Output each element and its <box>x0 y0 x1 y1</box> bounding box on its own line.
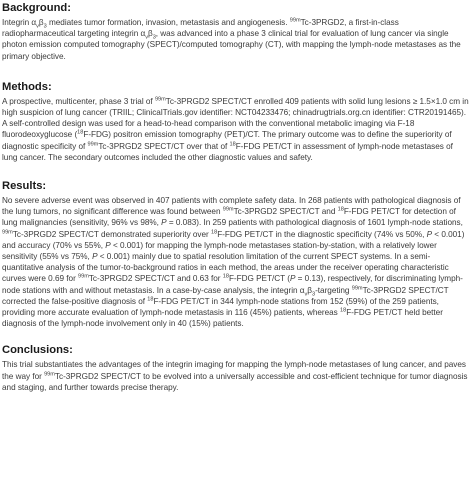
text-run: = 0.13), respectively, for discriminating lymph-node stations with and without metastasis. In a case-by-case analysis, the integrin α <box>2 274 463 295</box>
text-run: F-FDG PET/CT in assessment of lymph-node metastases of lung cancer. The secondary outcomes included the other diagnostic values and safety. <box>2 141 453 162</box>
italic-text: P <box>105 240 111 250</box>
superscript-text: 99m <box>87 140 99 147</box>
section-heading: Conclusions: <box>2 344 73 357</box>
subscript-text: 3 <box>152 34 156 41</box>
text-run: F-FDG PET/CT held better diagnosis of the lymph-node involvement only in 40 (15%) patients. <box>2 308 443 329</box>
section-heading: Background: <box>2 2 71 14</box>
superscript-text: 99m <box>154 96 166 103</box>
superscript-text: 18 <box>147 296 154 303</box>
section-methods <box>2 80 470 163</box>
text-run: Tc-3PRGD2 SPECT/CT demonstrated superiority over <box>12 229 211 239</box>
text-run: No severe adverse event was observed in 407 patients with complete safety data. In 268 patients with pathological diagnosis of the lung tumors, no significant difference was found between <box>2 196 461 217</box>
text-run: < 0.001) for mapping the lymph-node metastases station-by-station, with a relatively lower sensitivity (55% vs 75%, <box>2 240 437 262</box>
text-run: , was advanced into a phase 3 clinical trial for evaluation of lung cancer via single photon emission computed tomography (SPECT)/computed tomography (CT), with mapping the lymph-node metastases as the primary objective. <box>2 29 461 61</box>
text-run: β <box>147 29 153 39</box>
italic-text: P <box>426 229 433 239</box>
section-body <box>2 359 470 393</box>
superscript-text: 18 <box>211 228 218 235</box>
section-heading: Results: <box>2 180 47 193</box>
section-conclusions <box>2 343 470 393</box>
text-run: F-FDG PET/CT in the diagnostic specificity (74% vs 50%, <box>217 229 427 239</box>
section-results <box>2 179 470 329</box>
text-run: F-FDG) positron emission tomography (PET)/CT. The primary outcome was to define the superiority of diagnostic specificity of <box>2 130 452 151</box>
text-run: F-FDG PET/CT in 344 lymph-node stations from 152 (59%) of the 259 patients, providing more accurate evaluation of lymph-node metastasis in 116 (45%) patients, whereas <box>2 296 439 318</box>
superscript-text: 18 <box>337 206 344 213</box>
text-run: < 0.001) and accuracy (70% vs 55%, <box>2 229 465 250</box>
superscript-text: 18 <box>340 307 347 314</box>
text-run: Tc-3PRGD2, a first-in-class radiopharmaceutical targeting integrin α <box>2 18 399 39</box>
superscript-text: 99m <box>2 228 13 235</box>
superscript-text: 99m <box>222 206 234 213</box>
subscript-text: v <box>304 291 308 298</box>
text-run: = 0.083). In 259 patients with pathological diagnosis of 1601 lymph-node stations, <box>166 218 463 228</box>
superscript-text: 18 <box>77 129 84 136</box>
superscript-text: 99m <box>289 17 301 24</box>
section-body <box>2 195 470 329</box>
text-run: β <box>38 18 44 27</box>
italic-text: P <box>289 274 296 284</box>
text-run: A prospective, multicenter, phase 3 trial of <box>2 96 155 106</box>
subscript-text: 3 <box>43 23 47 30</box>
section-body <box>2 17 470 62</box>
subscript-text: v <box>36 23 39 30</box>
italic-text: P <box>161 218 167 228</box>
superscript-text: 99m <box>351 284 363 291</box>
superscript-text: 99m <box>44 370 55 377</box>
text-run: β <box>307 285 312 295</box>
text-run: Tc-3PRGD2 SPECT/CT over that of <box>98 141 230 151</box>
text-run: Tc-3PRGD2 SPECT/CT enrolled 409 patients with solid lung lesions ≥ 1.5×1.0 cm in high suspicion of lung cancer (TRIIL; ClinicalTrials.gov identifier: NCT04233476; chinadrugtrials.org.cn identifier: CTR20191465). A self-controlled design was used for a head-to-head comparison with the conventional metabolic imaging via F-18 fluorodeoxyglucose ( <box>2 96 469 140</box>
text-run: -targeting <box>315 285 352 295</box>
superscript-text: 18 <box>229 140 236 147</box>
superscript-text: 99m <box>78 273 89 280</box>
text-run: Tc-3PRGD2 SPECT/CT corrected the false-positive diagnosis of <box>2 285 449 306</box>
section-background <box>2 0 470 62</box>
text-run: Tc-3PRGD2 SPECT/CT to be evolved into a universally accessible and cost-efficient technique for tumor diagnosis and staging, and further towards precise therapy. <box>2 371 468 392</box>
text-run: Integrin α <box>2 18 37 27</box>
superscript-text: 18 <box>222 273 229 280</box>
section-heading: Methods: <box>2 80 52 93</box>
text-run: mediates tumor formation, invasion, metastasis and angiogenesis. <box>46 18 290 27</box>
text-run: F-FDG PET/CT for detection of lung malignancies (sensitivity, 96% vs 98%, <box>2 207 456 228</box>
text-run: This trial substantiates the advantages of the integrin imaging for mapping the lymph-node metastases of lung cancer, and paves the way for <box>2 360 466 381</box>
subscript-text: 3 <box>311 291 316 298</box>
subscript-text: v <box>145 34 148 41</box>
italic-text: P <box>92 252 98 262</box>
text-run: < 0.001) mainly due to spatial resolution limitation of the current SPECT systems. In a semi-quantitative analysis of the tumor-to-background ratios in each method, the areas under the receiver operating characteristic curves were 0.69 for <box>2 252 449 284</box>
text-run: Tc-3PRGD2 SPECT/CT and 0.63 for <box>88 274 223 284</box>
text-run: Tc-3PRGD2 SPECT/CT and <box>233 207 338 217</box>
section-body <box>2 96 470 163</box>
text-run: F-FDG PET/CT ( <box>228 274 290 284</box>
